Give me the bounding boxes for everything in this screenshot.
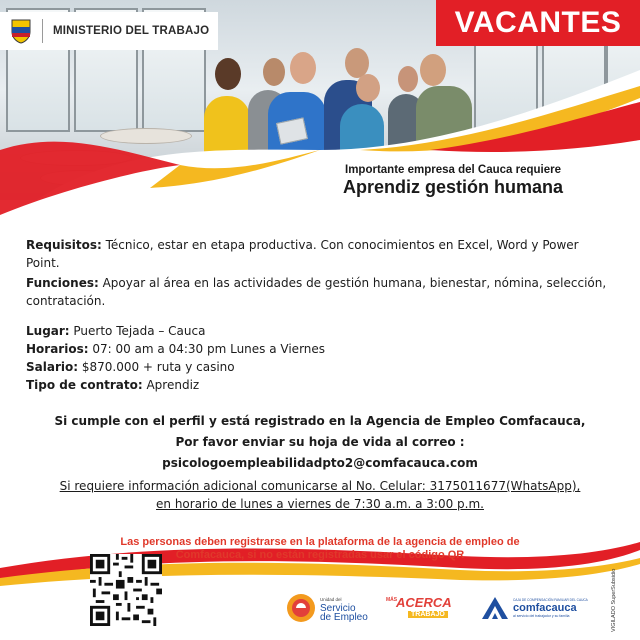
cta-line-1: Si cumple con el perfil y está registrado en la Agencia de Empleo Comfacauca, xyxy=(54,414,586,428)
contact-line-2-text: en horario de lunes a viernes de 7:30 a.m. a 3:00 p.m. xyxy=(156,497,484,511)
coat-of-arms-icon xyxy=(10,18,32,44)
requirements-section xyxy=(26,236,616,272)
schedule-row xyxy=(26,340,616,358)
spe-main-text-2: de Empleo xyxy=(320,611,368,623)
acerca-top-text: MÁS xyxy=(386,597,398,603)
registration-notice-line-1: Las personas deben registrarse en la plataforma de la agencia de empleo de xyxy=(120,536,520,548)
salary-label: Salario: xyxy=(26,360,79,374)
contract-value: Aprendiz xyxy=(142,378,200,392)
servicio-empleo-icon xyxy=(286,593,316,623)
job-intro: Importante empresa del Cauca requiere xyxy=(345,164,562,176)
acerca-main-text: ACERCA xyxy=(396,595,452,610)
location-value: Puerto Tejada – Cauca xyxy=(69,324,206,338)
contact-line-1-text: Si requiere información adicional comunicarse al No. Celular: 3175011677(WhatsApp), xyxy=(59,479,581,493)
vigilado-supersubsidio xyxy=(611,558,623,632)
vacantes-banner: VACANTES xyxy=(436,0,640,46)
functions-section xyxy=(26,274,616,310)
requirements-text: Técnico, estar en etapa productiva. Con conocimientos en Excel, Word y Power Point. xyxy=(26,238,579,270)
location-label: Lugar: xyxy=(26,324,70,338)
acerca-sub-text: TRABAJO xyxy=(408,611,448,618)
schedule-value: 07: 00 am a 04:30 pm Lunes a Viernes xyxy=(88,342,326,356)
cta-line-2: Por favor enviar su hoja de vida al correo : xyxy=(175,435,465,449)
functions-label: Funciones: xyxy=(26,276,99,290)
vigilado-text: VIGILADO SuperSubsidio xyxy=(611,568,617,632)
salary-row xyxy=(26,358,616,376)
servicio-de-empleo-logo xyxy=(286,590,368,626)
salary-value: $870.000 + ruta y casino xyxy=(78,360,235,374)
functions-text: Apoyar al área en las actividades de gestión humana, bienestar, nómina, selección, contratación. xyxy=(26,276,607,308)
location-row xyxy=(26,322,616,340)
requirements-label: Requisitos: xyxy=(26,238,102,252)
job-details xyxy=(26,322,616,394)
comfacauca-icon xyxy=(480,595,510,621)
spe-small-text: Unidad del xyxy=(320,596,342,602)
contract-row xyxy=(26,376,616,394)
registration-notice-line-2: Comfacauca, si no están registradas usar el código QR xyxy=(175,549,465,561)
contact-line-1 xyxy=(0,479,640,493)
ministry-logo-bar xyxy=(0,12,218,50)
schedule-label: Horarios: xyxy=(26,342,89,356)
acerca-al-trabajo-logo xyxy=(386,590,470,626)
spe-main-text-1: Servicio xyxy=(320,602,356,614)
comfa-tag-text: al servicio del trabajador y su familia xyxy=(513,614,570,618)
contract-label: Tipo de contrato: xyxy=(26,378,143,392)
contact-line-2 xyxy=(0,497,640,511)
comfacauca-logo xyxy=(480,590,588,626)
comfa-small-text: CAJA DE COMPENSACIÓN FAMILIAR DEL CAUCA xyxy=(513,598,588,602)
ministry-name: MINISTERIO DEL TRABAJO xyxy=(53,25,210,37)
job-title: Aprendiz gestión humana xyxy=(343,177,564,197)
qr-code-icon[interactable] xyxy=(90,554,162,626)
comfa-name-text: comfacauca xyxy=(513,602,577,614)
cta-email[interactable]: psicologoempleabilidadpto2@comfacauca.com xyxy=(162,456,478,470)
